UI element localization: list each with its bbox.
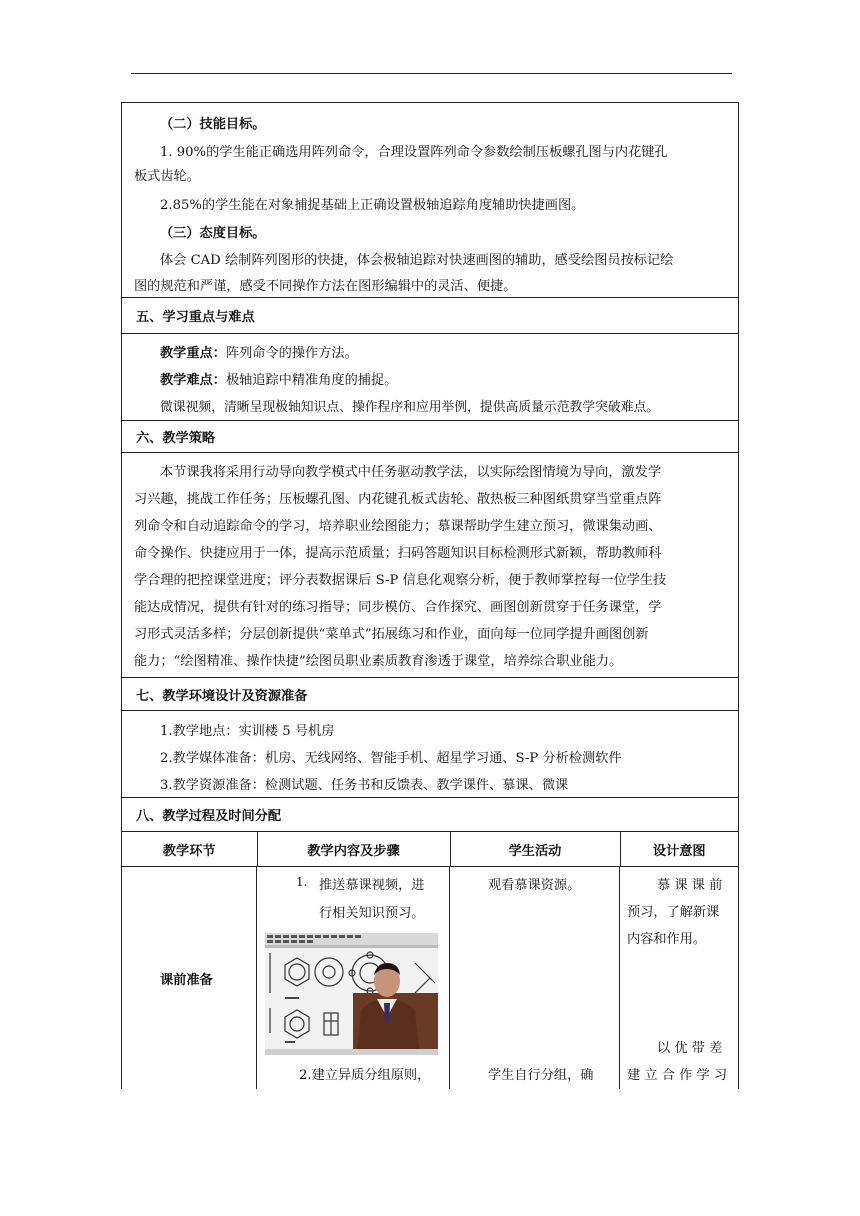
teaching-difficulty [160,369,397,388]
skills-item-2: 2.85%的学生能在对象捕捉基础上正确设置极轴追踪角度辅助快捷画图。 [160,198,585,213]
cad-screenshot-image [265,933,438,1055]
section-5-body [122,334,738,421]
section-8-heading: 八、教学过程及时间分配 [122,798,738,832]
step-1-line-2: 行相关知识预习。 [319,906,425,921]
strategy-line: 命令操作、快捷应用于一体，提高示范质量；扫码答题知识目标检测形式新颖，帮助教师科 [134,546,662,561]
col-header-stage: 教学环节 [122,832,257,867]
strategy-line: 能力；“绘图精准、操作快捷”绘图员职业素质教育渗透于课堂，培养综合职业能力。 [134,654,623,669]
process-table [122,832,738,1089]
strategy-line: 能达成情况，提供有针对的练习指导；同步模仿、合作探究、画图创新贯穿于任务课堂，学 [134,600,662,615]
strategy-line: 列命令和自动追踪命令的学习，培养职业绘图能力；慕课帮助学生建立预习，微课集动画、 [134,519,662,534]
col-header-content: 教学内容及步骤 [257,832,450,867]
section-7-heading: 七、教学环境设计及资源准备 [122,678,738,711]
skills-title: （二）技能目标。 [160,117,266,132]
resource-item: 1.教学地点：实训楼 5 号机房 [160,724,335,739]
section-7-body [122,711,738,798]
difficulty-text: 极轴追踪中精准角度的捕捉。 [225,373,398,388]
process-row-content [122,867,738,1089]
objectives-section [122,103,738,298]
table-row [122,867,738,1090]
lesson-plan-table [121,102,739,1089]
resource-item: 2.教学媒体准备：机房、无线网络、智能手机、超星学习通、S-P 分析检测软件 [160,751,622,766]
strategy-line: 习兴趣，挑战工作任务；压板螺孔图、内花键孔板式齿轮、散热板三种图纸贯穿当堂重点阵 [134,492,662,507]
step-1-number: 1. [296,875,308,889]
difficulty-label: 教学难点： [160,373,226,388]
strategy-line: 习形式灵活多样；分层创新提供“菜单式”拓展练习和作业，面向每一位同学提升画图创新 [134,627,649,642]
activity-1: 观看慕课资源。 [488,878,581,893]
section-6-body [122,453,738,678]
stage-label: 课前准备 [160,973,213,988]
strategy-line: 本节课我将采用行动导向教学模式中任务驱动教学法，以实际绘图情境为导向，激发学 [160,465,662,480]
resource-item: 3.教学资源准备：检测试题、任务书和反馈表、教学课件、慕课、微课 [160,778,569,793]
attitude-text-1: 体会 CAD 绘制阵列图形的快捷，体会极轴追踪对快速画图的辅助，感受绘图员按标记绘 [160,253,674,268]
step-2-line-1: 2.建立异质分组原则， [299,1068,431,1083]
process-table-header [122,832,738,867]
mooc-video-thumbnail[interactable] [265,933,438,1055]
teaching-key-point [160,342,358,361]
difficulty-note: 微课视频，清晰呈现极轴知识点、操作程序和应用举例，提供高质量示范教学突破难点。 [160,400,660,415]
key-point-text: 阵列命令的操作方法。 [225,346,358,361]
step-1-line-1: 推送慕课视频，进 [319,878,425,893]
intent-1-line-2: 预习，了解新课 [627,905,720,920]
strategy-line: 学合理的把控课堂进度；评分表数据课后 S-P 信息化观察分析，便于教师掌控每一位学生技 [134,573,667,588]
section-6-heading: 六、教学策略 [122,421,738,453]
skills-item-1: 1. 90%的学生能正确选用阵列命令，合理设置阵列命令参数绘制压板螺孔图与内花键孔 [160,145,668,160]
header-rule [131,73,732,74]
attitude-text-2: 图的规范和严谨，感受不同操作方法在图形编辑中的灵活、便捷。 [134,279,517,294]
key-point-label: 教学重点： [160,346,226,361]
activity-2-line-1: 学生自行分组，确 [488,1068,594,1083]
intent-2-line-1: 以 优 带 差 [657,1041,723,1056]
attitude-title: （三）态度目标。 [160,226,266,241]
intent-2-line-2: 建 立 合 作 学 习 [627,1068,728,1083]
intent-1-line-1: 慕 课 课 前 [657,878,723,893]
intent-1-line-3: 内容和作用。 [627,932,707,947]
section-5-heading: 五、学习重点与难点 [122,298,738,334]
col-header-intent: 设计意图 [620,832,738,867]
col-header-activity: 学生活动 [450,832,620,867]
skills-item-1-cont: 板式齿轮。 [134,169,200,184]
